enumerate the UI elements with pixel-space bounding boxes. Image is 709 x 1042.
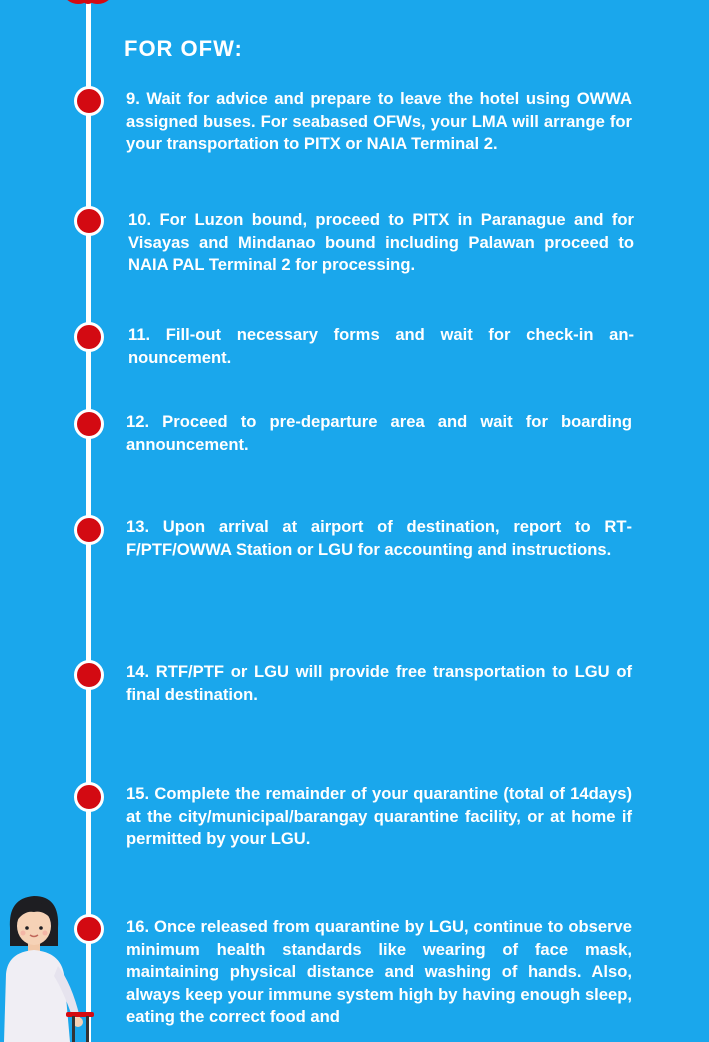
step-15-text: 15. Complete the remainder of your quarantine (total of 14days) at the city/municipal/barangay quarantine facility, or at home if permitted by your LGU. [126,784,632,848]
section-heading: FOR OFW: [124,36,243,61]
timeline-dot [74,515,104,545]
timeline-dot [74,409,104,439]
step-11-text: 11. Fill-out necessary forms and wait for check-in announcement. [128,325,634,367]
timeline-dot [74,206,104,236]
step-16-text: 16. Once released from quarantine by LGU, continue to observe minimum health standards like wearing of face mask, maintaining physical distance and washing of hands. Also, always keep your immune system high by having enough sleep, eating the correct food and [126,917,632,1026]
step-12-text: 12. Proceed to pre-departure area and wait for boarding announcement. [126,412,632,454]
traveler-woman-illustration [0,888,100,1042]
timeline-dot [74,660,104,690]
step-10-text: 10. For Luzon bound, proceed to PITX in Paranague and for Visayas and Mindanao bound including Palawan proceed to NAIA PAL Terminal 2 for processing. [128,210,634,274]
timeline-dot [74,322,104,352]
timeline-dot [74,86,104,116]
red-pin-icon [60,0,116,12]
step-14-text: 14. RTF/PTF or LGU will provide free transportation to LGU of final destination. [126,662,632,704]
step-13-text: 13. Upon arrival at airport of destination, report to RTF/PTF/OWWA Station or LGU for accounting and instructions. [126,517,632,559]
timeline-dot [74,782,104,812]
step-9-text: 9. Wait for advice and prepare to leave the hotel using OWWA assigned buses. For seabased OFWs, your LMA will arrange for your transportation to PITX or NAIA Terminal 2. [126,89,632,153]
